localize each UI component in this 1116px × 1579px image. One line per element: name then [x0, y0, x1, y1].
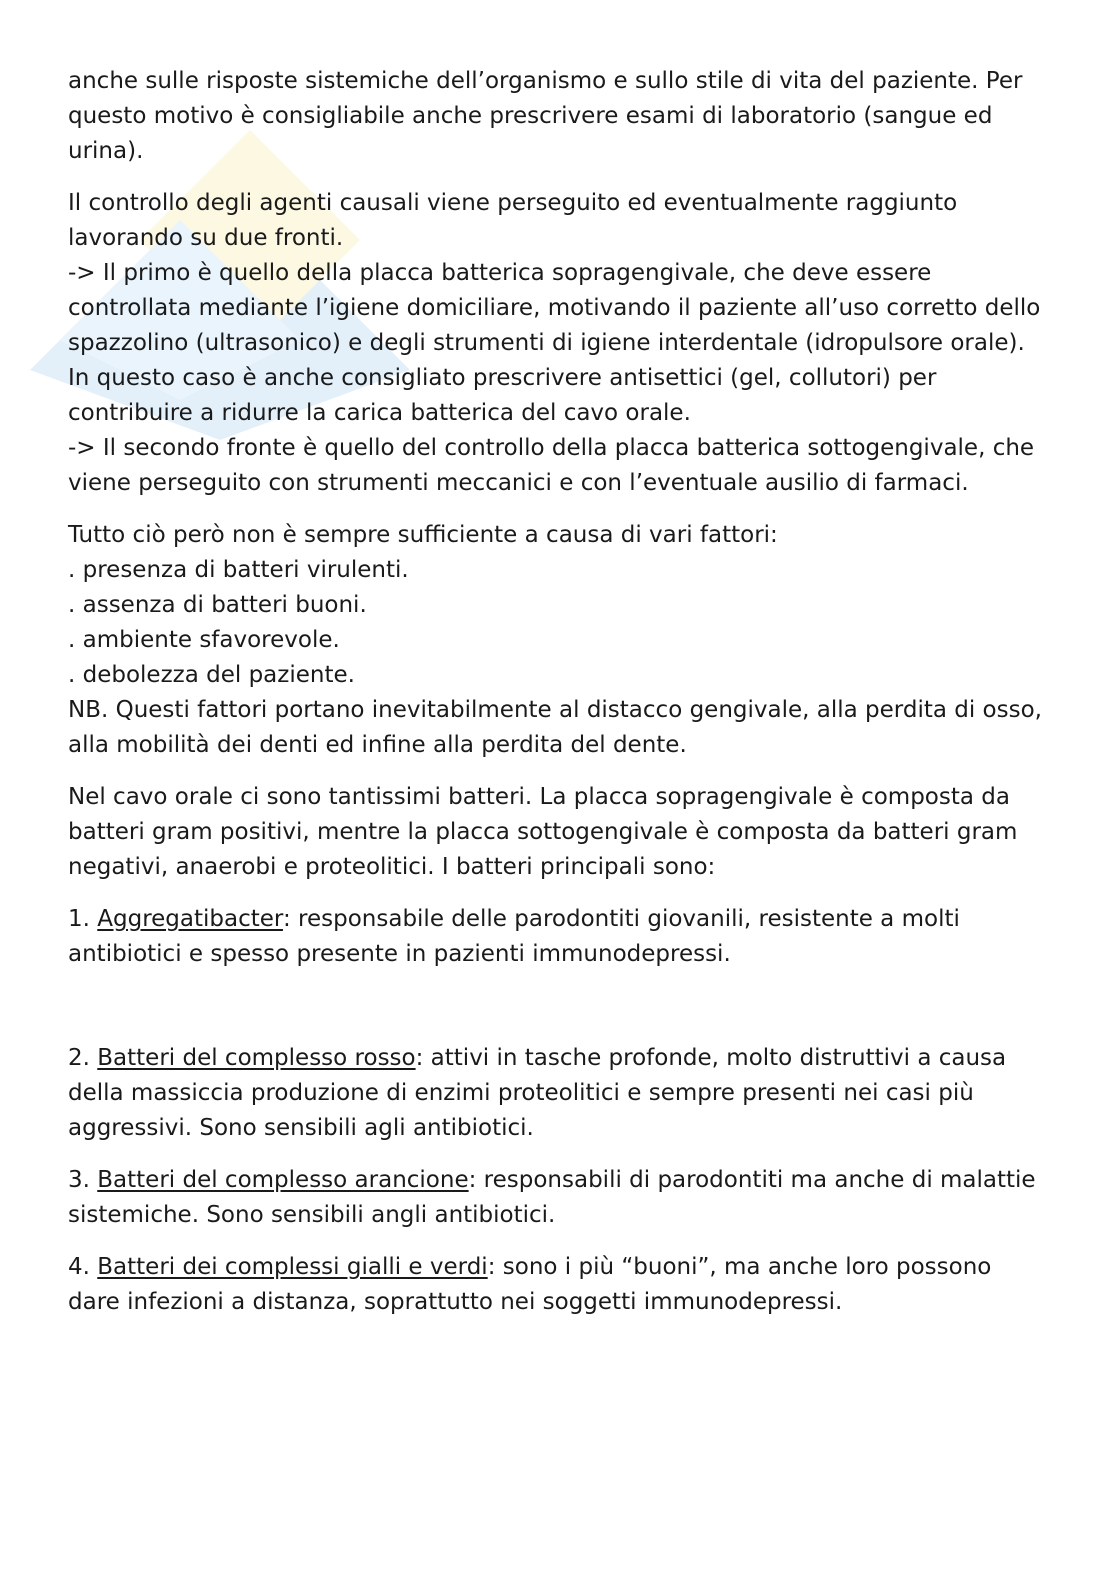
bacteria-number: 2. — [68, 1045, 90, 1071]
bacteria-number: 4. — [68, 1254, 90, 1280]
bacteria-item-4 — [68, 1250, 1048, 1320]
paragraph-oral-bacteria: Nel cavo orale ci sono tantissimi batteri. La placca sopragengivale è composta da batteri gram positivi, mentre la placca sottogengivale è composta da batteri gram negativi, anaerobi e proteolitici. I batteri principali sono: — [68, 784, 1018, 880]
bacteria-description: : sono i più “buoni”, ma anche loro possono dare infezioni a distanza, soprattutto nei soggetti immunodepressi. — [68, 1254, 992, 1315]
bacteria-number: 3. — [68, 1167, 90, 1193]
control-intro: Il controllo degli agenti causali viene perseguito ed eventualmente raggiunto lavorando su due fronti. — [68, 190, 958, 251]
document-page — [68, 64, 1048, 1337]
control-first-front: -> Il primo è quello della placca batterica sopragengivale, che deve essere controllata mediante l’igiene domiciliare, motivando il paziente all’uso corretto dello spazzolino (ultrasonico) e degli strumenti di igiene interdentale (idropulsore orale). In questo caso è anche consigliato prescrivere antisettici (gel, collutori) per contribuire a ridurre la carica batterica del cavo orale. — [68, 260, 1041, 426]
paragraph-control-agents — [68, 186, 1048, 501]
bacteria-name: Aggregatibacter — [97, 906, 283, 932]
bacteria-name: Batteri del complesso arancione — [97, 1167, 469, 1193]
factors-note: NB. Questi fattori portano inevitabilmente al distacco gengivale, alla perdita di osso, alla mobilità dei denti ed infine alla perdita del dente. — [68, 697, 1042, 758]
factor-item: . debolezza del paziente. — [68, 662, 355, 688]
factors-intro: Tutto ciò però non è sempre sufficiente a causa di vari fattori: — [68, 522, 778, 548]
bacteria-description: : responsabili di parodontiti ma anche di malattie sistemiche. Sono sensibili angli antibiotici. — [68, 1167, 1036, 1228]
blank-spacer — [68, 989, 1048, 1041]
bacteria-item-1 — [68, 902, 1048, 972]
bacteria-item-2 — [68, 1041, 1048, 1146]
paragraph-systemic-responses: anche sulle risposte sistemiche dell’organismo e sullo stile di vita del paziente. Per questo motivo è consigliabile anche prescrivere esami di laboratorio (sangue ed urina). — [68, 68, 1023, 164]
bacteria-item-3 — [68, 1163, 1048, 1233]
factor-item: . ambiente sfavorevole. — [68, 627, 340, 653]
bacteria-name: Batteri dei complessi gialli e verdi — [97, 1254, 488, 1280]
factor-item: . presenza di batteri virulenti. — [68, 557, 409, 583]
bacteria-name: Batteri del complesso rosso — [97, 1045, 416, 1071]
bacteria-number: 1. — [68, 906, 90, 932]
paragraph-factors — [68, 518, 1048, 763]
control-second-front: -> Il secondo fronte è quello del controllo della placca batterica sottogengivale, che viene perseguito con strumenti meccanici e con l’eventuale ausilio di farmaci. — [68, 435, 1035, 496]
bacteria-description: : responsabile delle parodontiti giovanili, resistente a molti antibiotici e spesso presente in pazienti immunodepressi. — [68, 906, 960, 967]
factor-item: . assenza di batteri buoni. — [68, 592, 367, 618]
bacteria-description: : attivi in tasche profonde, molto distruttivi a causa della massiccia produzione di enzimi proteolitici e sempre presenti nei casi più aggressivi. Sono sensibili agli antibiotici. — [68, 1045, 1007, 1141]
